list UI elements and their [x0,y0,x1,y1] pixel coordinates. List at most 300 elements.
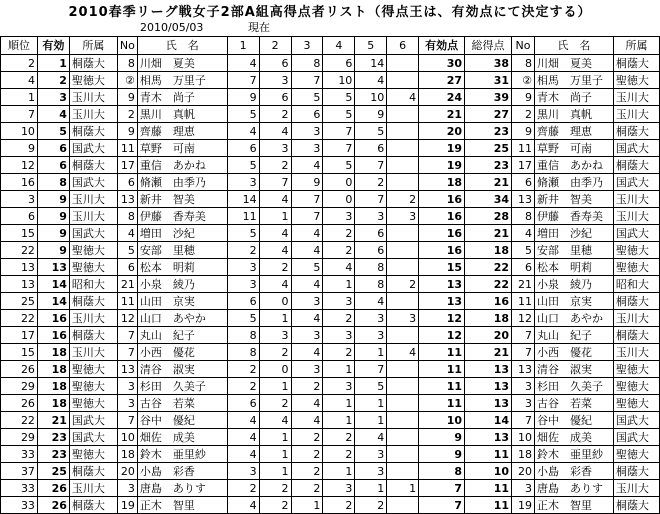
effective-rank-cell: 18 [37,344,69,361]
game-6-points-cell [387,429,419,446]
game-5-points-cell: 4 [355,293,387,310]
game-5-points-cell: 5 [355,378,387,395]
rank-cell: 22 [1,412,38,429]
total-points-cell: 13 [465,361,512,378]
team-cell: 桐蔭大 [69,157,117,174]
game-1-points-cell: 11 [227,208,259,225]
game-2-points-cell: 4 [259,276,291,293]
effective-points-cell: 12 [419,310,465,327]
effective-points-cell: 11 [419,361,465,378]
player-no-cell: 4 [117,225,137,242]
effective-rank-cell: 25 [37,463,69,480]
game-3-points-cell: 3 [291,361,323,378]
game-1-points-cell: 4 [227,55,259,72]
player-name-cell: 安部 里穂 [137,242,227,259]
game-2-points-cell: 4 [259,191,291,208]
player-no-cell: 6 [117,259,137,276]
game-4-points-cell: 3 [323,293,355,310]
player-name-cell: 草野 可南 [137,140,227,157]
game-6-points-cell: 3 [387,208,419,225]
table-row [1,72,660,89]
player-name-right-cell: 畑佐 成美 [534,429,613,446]
team-right-cell: 聖徳大 [613,378,659,395]
player-no-right-cell: 10 [512,429,535,446]
player-name-cell: 正木 智里 [137,497,227,514]
player-name-cell: 黒川 真帆 [137,106,227,123]
team-right-cell: 玉川大 [613,106,659,123]
game-1-points-cell: 2 [227,242,259,259]
player-no-cell: 8 [117,55,137,72]
table-row [1,140,660,157]
effective-rank-cell: 23 [37,446,69,463]
team-cell: 聖徳大 [69,378,117,395]
player-no-cell: ② [117,72,137,89]
game-6-points-cell: 2 [387,191,419,208]
game-1-points-cell: 6 [227,395,259,412]
rank-cell: 12 [1,157,38,174]
total-points-cell: 27 [465,106,512,123]
header-team: 所属 [69,37,117,55]
player-no-right-cell: 7 [512,327,535,344]
effective-rank-cell: 26 [37,497,69,514]
game-2-points-cell: 4 [259,412,291,429]
rank-cell: 17 [1,327,38,344]
player-no-right-cell: 18 [512,446,535,463]
player-name-right-cell: 山口 あやか [534,310,613,327]
player-name-cell: 小島 彩香 [137,463,227,480]
effective-rank-cell: 14 [37,293,69,310]
game-6-points-cell [387,463,419,480]
player-name-cell: 杉田 久美子 [137,378,227,395]
effective-points-cell: 8 [419,463,465,480]
team-cell: 桐蔭大 [69,497,117,514]
total-points-cell: 39 [465,89,512,106]
table-row [1,225,660,242]
player-name-right-cell: 正木 智里 [534,497,613,514]
game-6-points-cell [387,242,419,259]
team-cell: 玉川大 [69,480,117,497]
effective-rank-cell: 18 [37,361,69,378]
player-name-right-cell: 鈴木 亜里紗 [534,446,613,463]
effective-points-cell: 16 [419,191,465,208]
game-6-points-cell [387,106,419,123]
rank-cell: 25 [1,293,38,310]
game-6-points-cell [387,140,419,157]
total-points-cell: 18 [465,242,512,259]
game-2-points-cell: 2 [259,480,291,497]
game-2-points-cell: 1 [259,463,291,480]
header-rank: 順位 [1,37,38,55]
rank-cell: 22 [1,310,38,327]
as-of-date: 2010/05/03 [140,21,204,34]
table-row [1,106,660,123]
player-name-right-cell: 青木 尚子 [534,89,613,106]
player-name-right-cell: 古谷 若菜 [534,395,613,412]
team-cell: 桐蔭大 [69,293,117,310]
team-right-cell: 玉川大 [613,208,659,225]
player-no-cell: 13 [117,361,137,378]
game-5-points-cell: 2 [355,497,387,514]
game-2-points-cell: 2 [259,344,291,361]
game-6-points-cell [387,55,419,72]
effective-points-cell: 18 [419,174,465,191]
table-row [1,174,660,191]
team-cell: 玉川大 [69,344,117,361]
game-2-points-cell: 2 [259,157,291,174]
game-3-points-cell: 4 [291,412,323,429]
as-of-line [140,19,270,35]
total-points-cell: 25 [465,140,512,157]
player-name-cell: 清谷 淑実 [137,361,227,378]
game-5-points-cell: 8 [355,276,387,293]
header-game-5: 5 [355,37,387,55]
team-cell: 聖徳大 [69,361,117,378]
player-name-cell: 畑佐 成美 [137,429,227,446]
team-cell: 玉川大 [69,191,117,208]
player-name-right-cell: 谷中 優紀 [534,412,613,429]
game-5-points-cell: 3 [355,446,387,463]
effective-rank-cell: 5 [37,123,69,140]
team-right-cell: 聖徳大 [613,259,659,276]
rank-cell: 33 [1,480,38,497]
player-name-right-cell: 清谷 淑実 [534,361,613,378]
team-cell: 昭和大 [69,276,117,293]
player-name-cell: 伊藤 香寿美 [137,208,227,225]
game-3-points-cell: 5 [291,89,323,106]
effective-points-cell: 7 [419,480,465,497]
table-row [1,242,660,259]
team-cell: 玉川大 [69,106,117,123]
rank-cell: 33 [1,497,38,514]
player-name-cell: 小泉 綾乃 [137,276,227,293]
game-3-points-cell: 7 [291,72,323,89]
effective-rank-cell: 26 [37,480,69,497]
game-5-points-cell: 7 [355,361,387,378]
game-3-points-cell: 9 [291,174,323,191]
rank-cell: 7 [1,106,38,123]
player-name-right-cell: 新井 智美 [534,191,613,208]
game-4-points-cell: 10 [323,72,355,89]
game-4-points-cell: 0 [323,191,355,208]
team-right-cell: 国武大 [613,225,659,242]
player-no-right-cell: 13 [512,361,535,378]
game-5-points-cell: 1 [355,480,387,497]
player-no-right-cell: 13 [512,191,535,208]
effective-rank-cell: 16 [37,327,69,344]
effective-points-cell: 11 [419,395,465,412]
effective-rank-cell: 16 [37,310,69,327]
game-4-points-cell: 1 [323,463,355,480]
total-points-cell: 10 [465,463,512,480]
game-2-points-cell: 4 [259,225,291,242]
header-game-4: 4 [323,37,355,55]
as-of-label: 現在 [248,21,270,34]
player-name-cell: 重信 あかね [137,157,227,174]
game-1-points-cell: 5 [227,157,259,174]
game-1-points-cell: 2 [227,361,259,378]
player-no-cell: 7 [117,327,137,344]
header-effective-rank: 有効 [37,37,69,55]
effective-rank-cell: 9 [37,191,69,208]
game-4-points-cell: 7 [323,140,355,157]
total-points-cell: 20 [465,327,512,344]
player-name-cell: 山田 京実 [137,293,227,310]
game-4-points-cell: 4 [323,259,355,276]
game-6-points-cell [387,378,419,395]
team-cell: 聖徳大 [69,446,117,463]
effective-points-cell: 7 [419,497,465,514]
game-5-points-cell: 3 [355,310,387,327]
rank-cell: 16 [1,174,38,191]
table-row [1,259,660,276]
game-3-points-cell: 4 [291,395,323,412]
team-right-cell: 桐蔭大 [613,327,659,344]
team-right-cell: 玉川大 [613,310,659,327]
player-no-cell: 11 [117,293,137,310]
header-effective-points: 有効点 [419,37,465,55]
team-right-cell: 聖徳大 [613,72,659,89]
game-1-points-cell: 4 [227,497,259,514]
total-points-cell: 11 [465,446,512,463]
effective-points-cell: 12 [419,327,465,344]
game-5-points-cell: 8 [355,259,387,276]
game-1-points-cell: 3 [227,174,259,191]
effective-points-cell: 16 [419,242,465,259]
player-name-cell: 山口 あやか [137,310,227,327]
game-2-points-cell: 4 [259,242,291,259]
game-5-points-cell: 14 [355,55,387,72]
game-1-points-cell: 4 [227,412,259,429]
total-points-cell: 23 [465,123,512,140]
team-right-cell: 桐蔭大 [613,55,659,72]
team-cell: 桐蔭大 [69,55,117,72]
player-no-cell: 21 [117,276,137,293]
game-5-points-cell: 6 [355,140,387,157]
player-no-cell: 3 [117,395,137,412]
player-no-right-cell: 19 [512,497,535,514]
team-right-cell: 国武大 [613,140,659,157]
game-5-points-cell: 3 [355,327,387,344]
team-cell: 桐蔭大 [69,327,117,344]
game-3-points-cell: 4 [291,276,323,293]
game-5-points-cell: 7 [355,191,387,208]
game-4-points-cell: 1 [323,412,355,429]
game-5-points-cell: 4 [355,72,387,89]
game-4-points-cell: 3 [323,208,355,225]
game-1-points-cell: 5 [227,106,259,123]
game-4-points-cell: 3 [323,327,355,344]
team-right-cell: 聖徳大 [613,361,659,378]
table-row [1,361,660,378]
game-4-points-cell: 5 [323,106,355,123]
game-5-points-cell: 7 [355,157,387,174]
player-no-right-cell: 9 [512,123,535,140]
total-points-cell: 31 [465,72,512,89]
game-2-points-cell: 4 [259,123,291,140]
total-points-cell: 14 [465,412,512,429]
header-game-6: 6 [387,37,419,55]
total-points-cell: 23 [465,157,512,174]
total-points-cell: 22 [465,276,512,293]
effective-rank-cell: 3 [37,89,69,106]
rank-cell: 37 [1,463,38,480]
game-6-points-cell [387,327,419,344]
table-row [1,412,660,429]
effective-points-cell: 9 [419,429,465,446]
total-points-cell: 11 [465,497,512,514]
effective-rank-cell: 2 [37,72,69,89]
header-team-right: 所属 [613,37,659,55]
effective-points-cell: 21 [419,106,465,123]
team-cell: 国武大 [69,225,117,242]
game-3-points-cell: 8 [291,55,323,72]
total-points-cell: 21 [465,174,512,191]
rank-cell: 3 [1,191,38,208]
total-points-cell: 13 [465,429,512,446]
total-points-cell: 21 [465,225,512,242]
effective-rank-cell: 6 [37,157,69,174]
game-3-points-cell: 2 [291,378,323,395]
table-row [1,123,660,140]
game-4-points-cell: 1 [323,276,355,293]
rank-cell: 26 [1,361,38,378]
total-points-cell: 16 [465,293,512,310]
game-4-points-cell: 5 [323,157,355,174]
game-3-points-cell: 4 [291,225,323,242]
total-points-cell: 21 [465,344,512,361]
effective-rank-cell: 9 [37,208,69,225]
game-1-points-cell: 4 [227,446,259,463]
game-3-points-cell: 2 [291,429,323,446]
total-points-cell: 28 [465,208,512,225]
player-no-right-cell: 6 [512,174,535,191]
rank-cell: 13 [1,259,38,276]
team-right-cell: 国武大 [613,412,659,429]
game-4-points-cell: 2 [323,310,355,327]
rank-cell: 13 [1,276,38,293]
game-6-points-cell: 4 [387,89,419,106]
game-3-points-cell: 2 [291,480,323,497]
team-right-cell: 桐蔭大 [613,497,659,514]
player-no-right-cell: 12 [512,310,535,327]
table-row [1,276,660,293]
game-2-points-cell: 0 [259,361,291,378]
game-5-points-cell: 1 [355,395,387,412]
player-name-cell: 丸山 紀子 [137,327,227,344]
game-1-points-cell: 5 [227,310,259,327]
game-5-points-cell: 9 [355,106,387,123]
effective-points-cell: 11 [419,378,465,395]
game-1-points-cell: 3 [227,463,259,480]
total-points-cell: 13 [465,378,512,395]
player-name-right-cell: 丸山 紀子 [534,327,613,344]
game-5-points-cell: 10 [355,89,387,106]
game-6-points-cell [387,361,419,378]
player-name-right-cell: 齊藤 理恵 [534,123,613,140]
effective-points-cell: 19 [419,140,465,157]
game-1-points-cell: 2 [227,480,259,497]
player-no-right-cell: 3 [512,480,535,497]
game-5-points-cell: 3 [355,208,387,225]
player-no-cell: 13 [117,191,137,208]
game-3-points-cell: 4 [291,157,323,174]
player-name-right-cell: 伊藤 香寿美 [534,208,613,225]
game-1-points-cell: 9 [227,89,259,106]
player-name-right-cell: 重信 あかね [534,157,613,174]
header-game-1: 1 [227,37,259,55]
game-2-points-cell: 3 [259,72,291,89]
effective-rank-cell: 14 [37,276,69,293]
player-no-right-cell: 2 [512,106,535,123]
game-6-points-cell [387,123,419,140]
player-no-cell: 17 [117,157,137,174]
header-total-points: 総得点 [465,37,512,55]
player-no-right-cell: 8 [512,55,535,72]
team-right-cell: 桐蔭大 [613,123,659,140]
player-no-right-cell: 17 [512,157,535,174]
table-row [1,446,660,463]
team-right-cell: 玉川大 [613,344,659,361]
table-row [1,378,660,395]
total-points-cell: 13 [465,395,512,412]
table-body [1,55,660,514]
player-name-right-cell: 川畑 夏美 [534,55,613,72]
effective-rank-cell: 13 [37,259,69,276]
game-2-points-cell: 6 [259,55,291,72]
game-5-points-cell: 2 [355,174,387,191]
player-no-cell: 12 [117,310,137,327]
game-1-points-cell: 6 [227,293,259,310]
rank-cell: 15 [1,344,38,361]
player-no-cell: 19 [117,497,137,514]
game-3-points-cell: 3 [291,293,323,310]
team-cell: 玉川大 [69,310,117,327]
player-no-right-cell: 3 [512,378,535,395]
game-4-points-cell: 6 [323,55,355,72]
team-right-cell: 聖徳大 [613,446,659,463]
player-no-cell: 3 [117,378,137,395]
player-name-right-cell: 黒川 真帆 [534,106,613,123]
game-4-points-cell: 1 [323,361,355,378]
rank-cell: 6 [1,208,38,225]
game-6-points-cell [387,395,419,412]
game-1-points-cell: 6 [227,140,259,157]
game-6-points-cell [387,174,419,191]
page-title: 2010春季リーグ戦女子2部A組高得点者リスト（得点王は、有効点にて決定する） [68,5,592,20]
game-4-points-cell: 7 [323,123,355,140]
game-4-points-cell: 2 [323,446,355,463]
player-no-right-cell: ② [512,72,535,89]
player-name-cell: 青木 尚子 [137,89,227,106]
table-row [1,344,660,361]
player-no-right-cell: 9 [512,89,535,106]
player-name-cell: 脩瀬 由季乃 [137,174,227,191]
player-name-right-cell: 小泉 綾乃 [534,276,613,293]
rank-cell: 2 [1,55,38,72]
table-row [1,293,660,310]
player-name-cell: 小西 優花 [137,344,227,361]
effective-points-cell: 15 [419,259,465,276]
game-3-points-cell: 2 [291,463,323,480]
game-3-points-cell: 4 [291,344,323,361]
game-5-points-cell: 5 [355,123,387,140]
effective-rank-cell: 4 [37,106,69,123]
player-no-cell: 6 [117,174,137,191]
effective-rank-cell: 23 [37,429,69,446]
effective-points-cell: 27 [419,72,465,89]
table-row [1,480,660,497]
rank-cell: 15 [1,225,38,242]
